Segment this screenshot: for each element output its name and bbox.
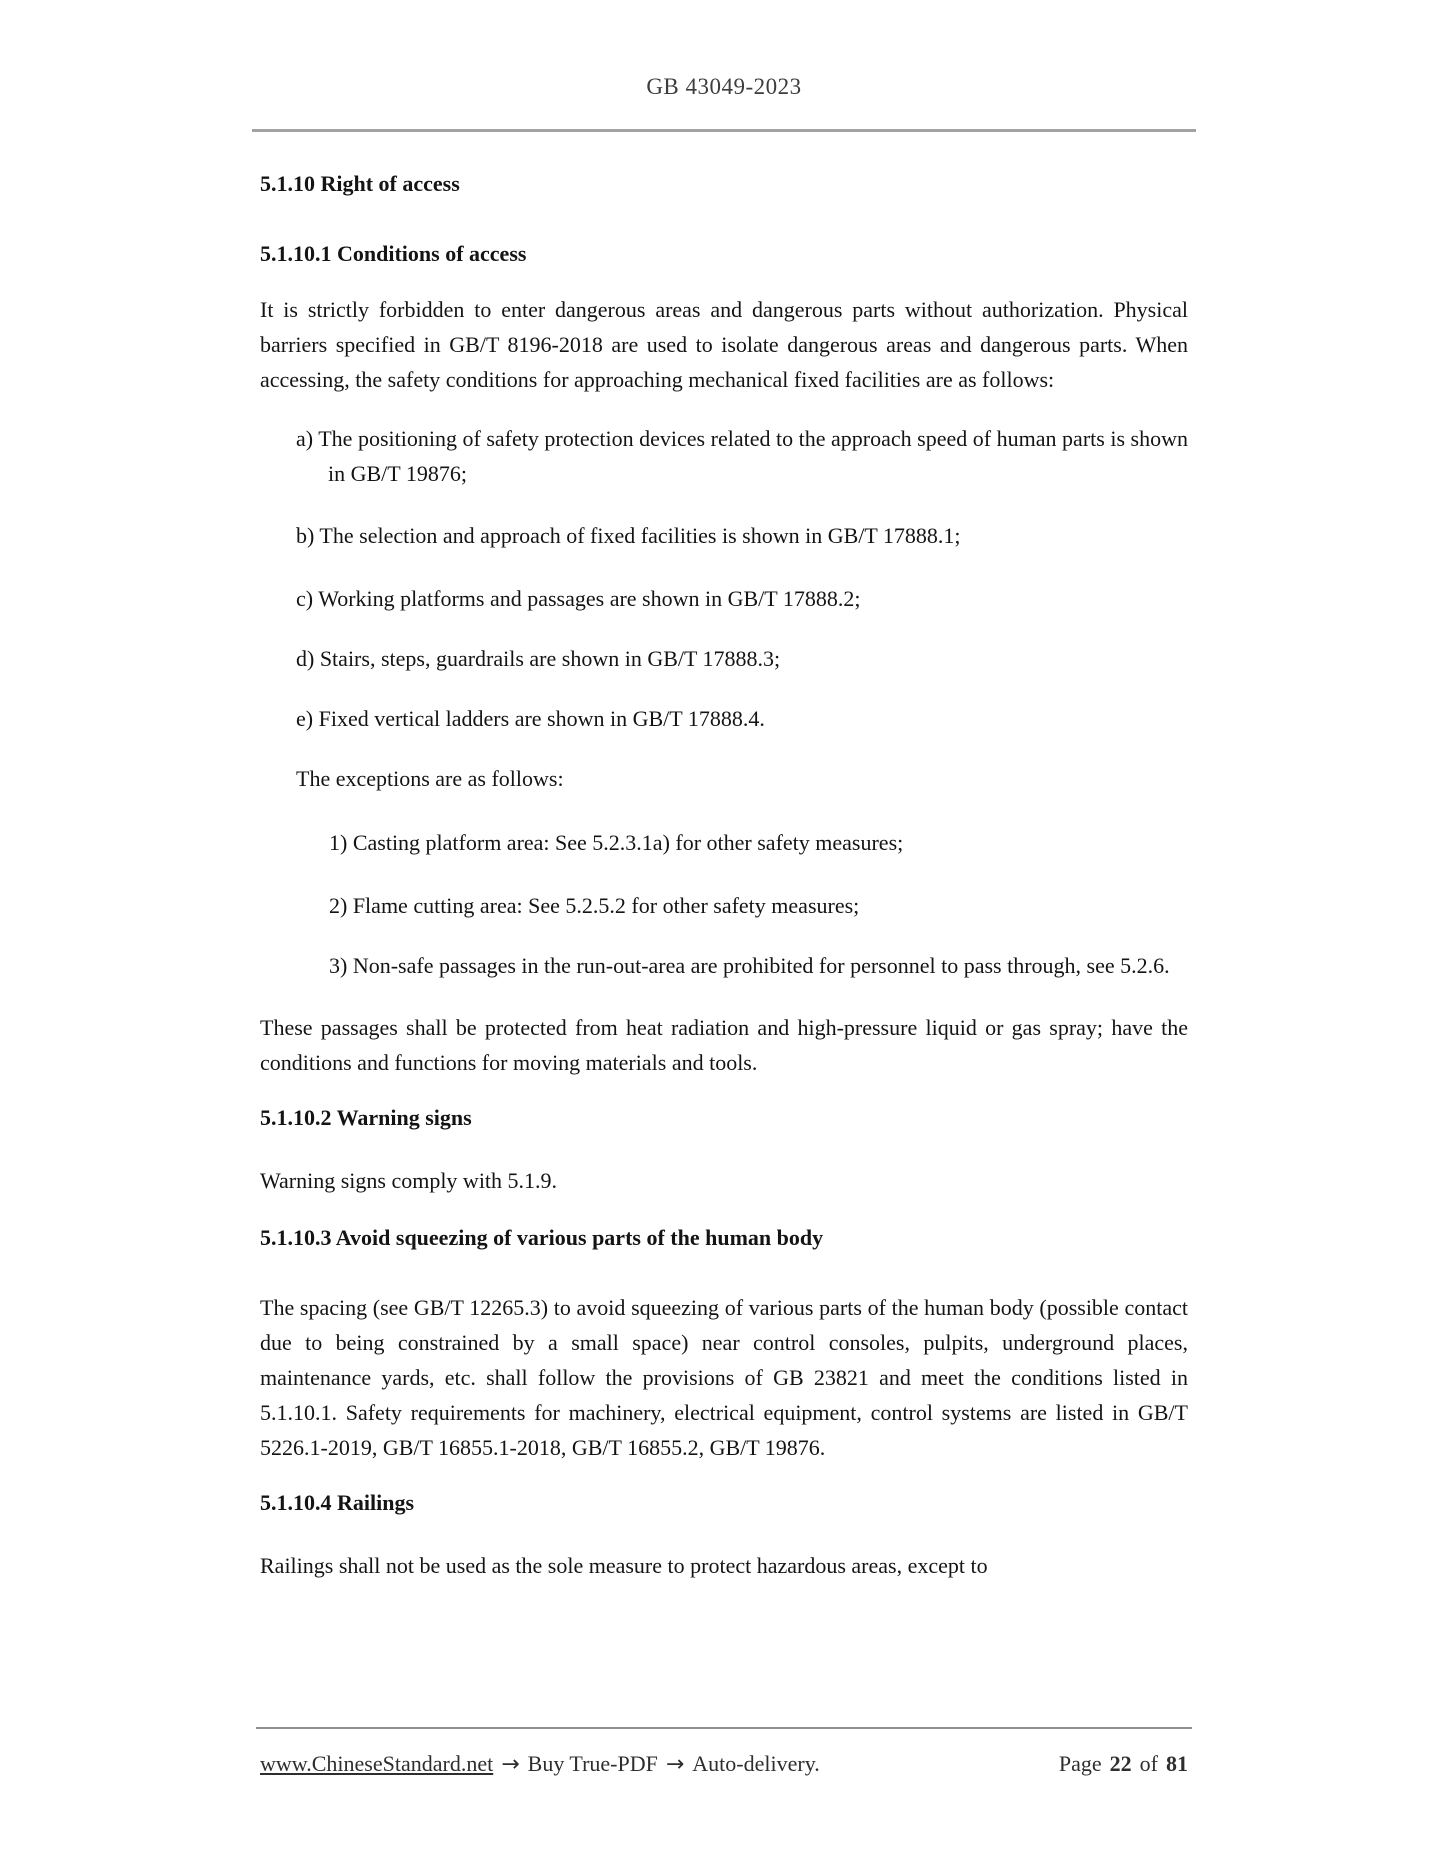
- arrow-right-icon: →: [501, 1752, 520, 1777]
- site-link[interactable]: www.ChineseStandard.net: [260, 1751, 494, 1776]
- paragraph-conditions-intro: It is strictly forbidden to enter dangerous areas and dangerous parts without authorization. Physical barriers specified in GB/T 8196-2018 are used to isolate dangerous areas and dangerous parts. When accessing, the safety conditions for approaching mechanical fixed facilities are as follows:: [260, 297, 1188, 392]
- list-item-b: b) The selection and approach of fixed facilities is shown in GB/T 17888.1;: [296, 523, 961, 548]
- list-item-2: 2) Flame cutting area: See 5.2.5.2 for other safety measures;: [329, 893, 860, 918]
- paragraph-railings: Railings shall not be used as the sole measure to protect hazardous areas, except to: [260, 1553, 988, 1578]
- list-item-a: a) The positioning of safety protection devices related to the approach speed of human parts is shown in GB/T 19876;: [296, 426, 1188, 486]
- footer-divider: [256, 1727, 1192, 1729]
- paragraph-spacing-squeezing: The spacing (see GB/T 12265.3) to avoid squeezing of various parts of the human body (possible contact due to being constrained by a small space) near control consoles, pulpits, underground places, maintenance yards, etc. shall follow the provisions of GB 23821 and meet the conditions listed in 5.1.10.1. Safety requirements for machinery, electrical equipment, control systems are listed in GB/T 5226.1-2019, GB/T 16855.1-2018, GB/T 16855.2, GB/T 19876.: [260, 1295, 1188, 1460]
- header-divider: [252, 129, 1196, 132]
- section-heading-5-1-10-3: 5.1.10.3 Avoid squeezing of various parts of the human body: [260, 1225, 824, 1250]
- paragraph-exceptions-lead: The exceptions are as follows:: [296, 766, 564, 791]
- page-word: Page: [1058, 1751, 1102, 1776]
- footer-source-line: [260, 1748, 820, 1781]
- list-item-e: e) Fixed vertical ladders are shown in GB/T 17888.4.: [296, 706, 765, 731]
- footer-delivery-label: Auto-delivery.: [692, 1751, 820, 1776]
- list-item-1: 1) Casting platform area: See 5.2.3.1a) for other safety measures;: [329, 830, 904, 855]
- footer-buy-label: Buy True-PDF: [527, 1751, 658, 1776]
- page-number-indicator: [1059, 1748, 1188, 1780]
- page-footer: [260, 1748, 1188, 1781]
- current-page-number: 22: [1109, 1751, 1132, 1776]
- list-item-d: d) Stairs, steps, guardrails are shown in GB/T 17888.3;: [296, 646, 781, 671]
- section-heading-5-1-10-2: 5.1.10.2 Warning signs: [260, 1105, 472, 1130]
- document-header-title: GB 43049-2023: [646, 74, 802, 99]
- list-item-c: c) Working platforms and passages are shown in GB/T 17888.2;: [296, 586, 861, 611]
- arrow-right-icon: →: [665, 1752, 685, 1777]
- section-heading-5-1-10-1: 5.1.10.1 Conditions of access: [260, 241, 527, 266]
- total-page-number: 81: [1166, 1751, 1188, 1776]
- section-heading-5-1-10-4: 5.1.10.4 Railings: [260, 1490, 415, 1515]
- paragraph-passages-protection: These passages shall be protected from heat radiation and high-pressure liquid or gas spray; have the conditions and functions for moving materials and tools.: [260, 1015, 1188, 1075]
- paragraph-warning-signs: Warning signs comply with 5.1.9.: [260, 1168, 558, 1193]
- list-item-3: 3) Non-safe passages in the run-out-area are prohibited for personnel to pass through, see 5.2.6.: [329, 953, 1170, 978]
- of-word: of: [1139, 1751, 1158, 1776]
- section-heading-5-1-10: 5.1.10 Right of access: [260, 171, 460, 196]
- page-content: [260, 0, 1188, 1583]
